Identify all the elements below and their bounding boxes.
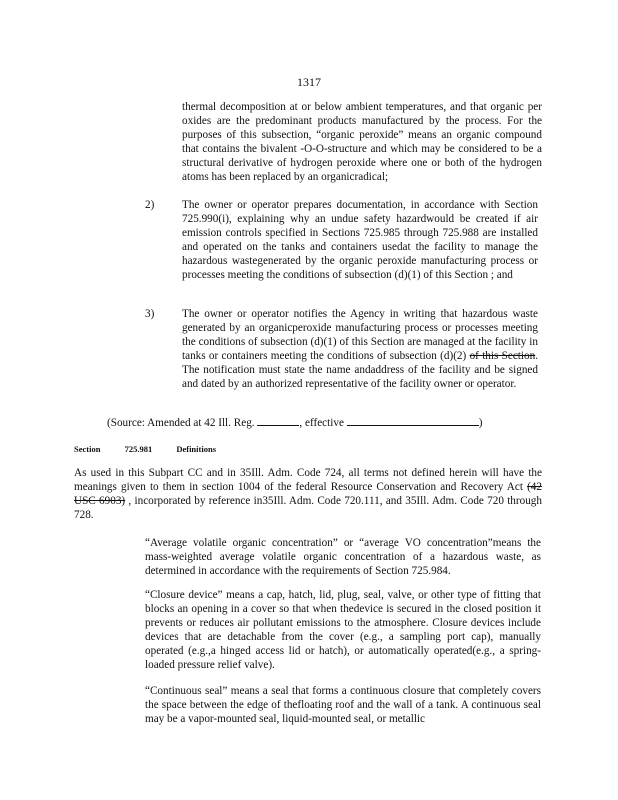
section-label: Section <box>74 444 101 454</box>
struck-citation: (42 USC 6903) <box>74 481 542 507</box>
struck-text: of this Section <box>469 350 536 362</box>
page-number: 1317 <box>297 75 321 89</box>
list-item-text: The owner or operator prepares documentation, in accordance with Section 725.990(i), explaining why an undue safety hazardwould be created if air emission controls specified in Sections 725.985 through 725.988 are installed and operated on the tanks and containers usedat the facility to manage the hazardous wastegenerated by the organic peroxide manufacturing process or processes meeting the conditions of subsection (d)(1) of this Section ; and <box>182 199 538 281</box>
section-number: 725.981 <box>124 444 153 454</box>
definition-continuous-seal: “Continuous seal” means a seal that forms a continuous closure that completely covers the space between the edge of thefloating roof and the wall of a tank. A continuous seal may be a vapor-mounted seal, liquid-mounted seal, or metallic <box>145 685 541 725</box>
intro-before-strike: As used in this Subpart CC and in 35Ill. Adm. Code 724, all terms not defined herein will have the meanings given to them in section 1004 of the federal Resource Conservation and Recovery Act <box>74 467 542 493</box>
source-prefix: (Source: Amended at 42 Ill. Reg. <box>107 417 255 429</box>
effective-date-blank <box>347 414 479 426</box>
intro-paragraph <box>74 466 542 522</box>
text-after-strike: . The notification must state the name andaddress of the facility and be signed and dated by an authorized representative of the facility owner or operator. <box>182 350 539 390</box>
definition-closure-device: “Closure device” means a cap, hatch, lid, plug, seal, valve, or other type of fitting that blocks an opening in a cover so that when thedevice is secured in the closed position it prevents or reduces air pollutant emissions to the atmosphere. Closure devices include devices that are detachable from the cover (e.g., a sampling port cap), manually operated (e.g.,a hinged access lid or hatch), or automatically operated(e.g., a spring-loaded pressure relief valve). <box>145 589 541 671</box>
intro-after-strike: , incorporated by reference in35Ill. Adm. Code 720.111, and 35Ill. Adm. Code 720 through 728. <box>74 495 542 521</box>
section-heading <box>74 442 238 456</box>
source-note <box>107 414 527 430</box>
text-before-strike: The owner or operator notifies the Agency in writing that hazardous waste generated by an organicperoxide manufacturing process or processes meeting the conditions of subsection (d)(1) of this Section are managed at the facility in tanks or containers meeting the conditions of subsection (d)(2) <box>182 308 538 362</box>
register-page-blank <box>257 414 299 426</box>
source-suffix: ) <box>478 417 483 429</box>
section-title: Definitions <box>176 444 216 454</box>
list-item-text <box>182 307 538 391</box>
continuation-paragraph: thermal decomposition at or below ambient temperatures, and that organic per oxides are the predominant products manufactured by the process. For the purposes of this subsection, “organic peroxide” means an organic compound that contains the bivalent -O-O-structure and which may be considered to be a structural derivative of hydrogen peroxide where one or both of the hydrogen atoms has been replaced by an organicradical; <box>182 101 542 183</box>
definition-average-vo-concentration: “Average volatile organic concentration” or “average VO concentration”means the mass-weighted average volatile organic concentration of a hazardous waste, as determined in accordance with the requirements of Section 725.984. <box>145 537 541 577</box>
list-item-number: 2) <box>145 199 155 211</box>
list-item-number: 3) <box>145 308 155 320</box>
source-mid: , effective <box>299 417 344 429</box>
